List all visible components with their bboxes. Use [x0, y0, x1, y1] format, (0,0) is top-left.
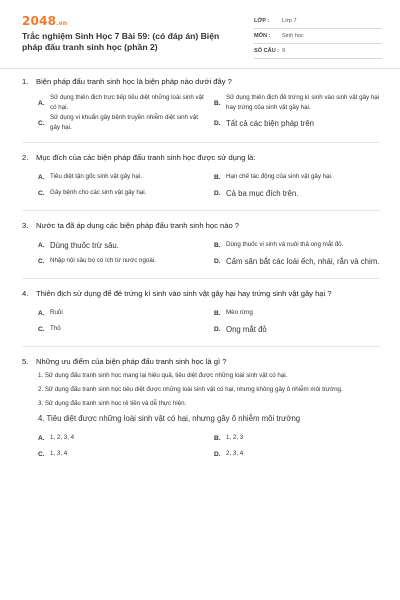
option-text: Sử dụng thiên địch đẻ trứng kí sinh vào sinh vật gây hại hay trứng của sinh vật gây hại. — [226, 94, 380, 111]
option-letter: A. — [38, 309, 45, 317]
option-letter: A. — [38, 241, 45, 249]
option-b[interactable] — [214, 430, 380, 446]
option-letter: C. — [38, 119, 45, 127]
option-letter: C. — [38, 257, 45, 265]
option-letter: A. — [38, 99, 45, 107]
site-logo[interactable] — [22, 14, 67, 28]
option-grid — [38, 430, 380, 462]
option-c[interactable] — [38, 321, 204, 337]
option-d[interactable] — [214, 446, 380, 462]
option-a[interactable] — [38, 169, 204, 185]
option-text: Sử dụng vi khuẩn gây bệnh truyền nhiễm diệt sinh vật gây hại. — [50, 114, 198, 131]
option-letter: C. — [38, 325, 45, 333]
option-letter: D. — [214, 189, 221, 197]
question-3 — [0, 220, 400, 279]
option-text: Cấm săn bắt các loài ếch, nhái, rắn và chim. — [226, 256, 380, 266]
option-text: Sử dụng thiên địch trực tiếp tiêu diệt những loài sinh vật có hại. — [50, 94, 204, 111]
question-divider — [22, 142, 380, 143]
option-d[interactable] — [214, 185, 380, 201]
option-b[interactable] — [214, 237, 380, 253]
meta-table — [254, 14, 382, 59]
question-stem — [22, 356, 380, 367]
question-text: Nước ta đã áp dụng các biện pháp đấu tranh sinh học nào ? — [36, 221, 240, 230]
question-text: Thiên địch sử dụng để đẻ trứng kí sinh vào sinh vật gây hại hay trứng sinh vật gây hại ? — [36, 289, 332, 298]
statement-3: 3. Sử dụng đấu tranh sinh học rẻ tiền và dễ thực hiện. — [38, 400, 187, 407]
option-letter: C. — [38, 450, 45, 458]
statement-2: 2. Sử dụng đấu tranh sinh học tiêu diệt được những loài sinh vật có hại, nhưng không gây ô nhiễm môi trường. — [38, 386, 343, 393]
option-grid — [38, 93, 380, 133]
option-letter: D. — [214, 257, 221, 265]
question-stem — [22, 288, 380, 299]
question-stem — [22, 220, 380, 231]
option-text: Tất cả các biện pháp trên — [226, 118, 314, 128]
statement-4: 4. Tiêu diệt được những loài sinh vật có hại, nhưng gây ô nhiễm môi trường — [38, 414, 301, 423]
option-grid — [38, 237, 380, 269]
option-text: Dùng thuốc trừ sâu. — [50, 240, 119, 250]
meta-key: LỚP : — [254, 18, 270, 24]
logo-main: 2048 — [22, 14, 57, 28]
option-text: Ong mắt đỏ — [226, 324, 267, 334]
meta-row-count — [254, 44, 382, 59]
option-letter: A. — [38, 173, 45, 181]
question-divider — [22, 278, 380, 279]
question-2 — [0, 152, 400, 211]
option-c[interactable] — [38, 446, 204, 462]
meta-row-subject — [254, 29, 382, 44]
question-number: 2. — [22, 153, 29, 162]
option-c[interactable] — [38, 253, 204, 269]
option-text: Gây bệnh cho các sinh vật gây hại. — [50, 189, 147, 196]
option-grid — [38, 305, 380, 337]
option-text: Thỏ — [50, 325, 61, 332]
meta-key: SỐ CÂU : — [254, 48, 280, 54]
meta-value: Sinh học — [282, 33, 304, 39]
option-text: 2, 3, 4 — [226, 450, 244, 457]
question-list — [0, 76, 400, 462]
option-text: 1, 3, 4 — [50, 450, 68, 457]
question-4 — [0, 288, 400, 347]
option-a[interactable] — [38, 305, 204, 321]
page-header — [0, 0, 400, 64]
option-a[interactable] — [38, 93, 204, 113]
question-divider — [22, 210, 380, 211]
option-letter: B. — [214, 241, 221, 249]
option-letter: D. — [214, 325, 221, 333]
header-divider — [0, 68, 400, 69]
option-letter: D. — [214, 119, 221, 127]
option-a[interactable] — [38, 430, 204, 446]
option-letter: B. — [214, 99, 221, 107]
option-text: Tiêu diệt tận gốc sinh vật gây hại. — [50, 173, 142, 180]
option-text: Hạn chế tác động của sinh vật gây hại. — [226, 173, 333, 180]
option-c[interactable] — [38, 185, 204, 201]
option-letter: B. — [214, 434, 221, 442]
option-letter: D. — [214, 450, 221, 458]
option-text: Cả ba mục đích trên. — [226, 188, 299, 198]
option-c[interactable] — [38, 113, 204, 133]
option-letter: B. — [214, 173, 221, 181]
option-letter: C. — [38, 189, 45, 197]
option-letter: B. — [214, 309, 221, 317]
meta-key: MÔN : — [254, 33, 271, 39]
question-text: Mục đích của các biện pháp đấu tranh sinh học được sử dụng là: — [36, 153, 256, 162]
option-text: Mèo rừng — [226, 309, 253, 316]
option-b[interactable] — [214, 169, 380, 185]
option-d[interactable] — [214, 113, 380, 133]
question-stem — [22, 152, 380, 163]
question-number: 5. — [22, 357, 29, 366]
question-text: Những ưu điểm của biện pháp đấu tranh sinh học là gì ? — [36, 357, 227, 366]
option-text: 1, 2, 3, 4 — [50, 434, 75, 441]
option-d[interactable] — [214, 321, 380, 337]
question-number: 3. — [22, 221, 29, 230]
worksheet-title: Trắc nghiệm Sinh Học 7 Bài 59: (có đáp án) Biện pháp đấu tranh sinh học (phần 2) — [22, 31, 220, 52]
question-text: Biện pháp đấu tranh sinh học là biện pháp nào dưới đây ? — [36, 77, 232, 86]
option-text: 1, 2, 3 — [226, 434, 244, 441]
question-number: 4. — [22, 289, 29, 298]
option-letter: A. — [38, 434, 45, 442]
option-a[interactable] — [38, 237, 204, 253]
option-b[interactable] — [214, 93, 380, 113]
question-5 — [0, 356, 400, 462]
question-divider — [22, 346, 380, 347]
option-text: Dùng thuốc vi sinh và nuôi thả ong mắt đỏ. — [226, 241, 344, 248]
statement-1: 1. Sử dụng đấu tranh sinh học mang lại hiệu quả, tiêu diệt được những loài sinh vật có hại. — [38, 372, 288, 379]
logo-suffix: .vn — [56, 20, 68, 27]
option-grid — [38, 169, 380, 201]
meta-row-class — [254, 14, 382, 29]
meta-value: 9 — [282, 48, 286, 54]
question-stem — [22, 76, 380, 87]
option-d[interactable] — [214, 253, 380, 269]
meta-value: Lớp 7 — [282, 18, 297, 24]
question-1 — [0, 76, 400, 143]
option-text: Nhập nội sâu bọ có ích từ nước ngoài. — [50, 257, 156, 264]
option-b[interactable] — [214, 305, 380, 321]
option-text: Ruồi — [50, 309, 63, 316]
question-number: 1. — [22, 77, 29, 86]
